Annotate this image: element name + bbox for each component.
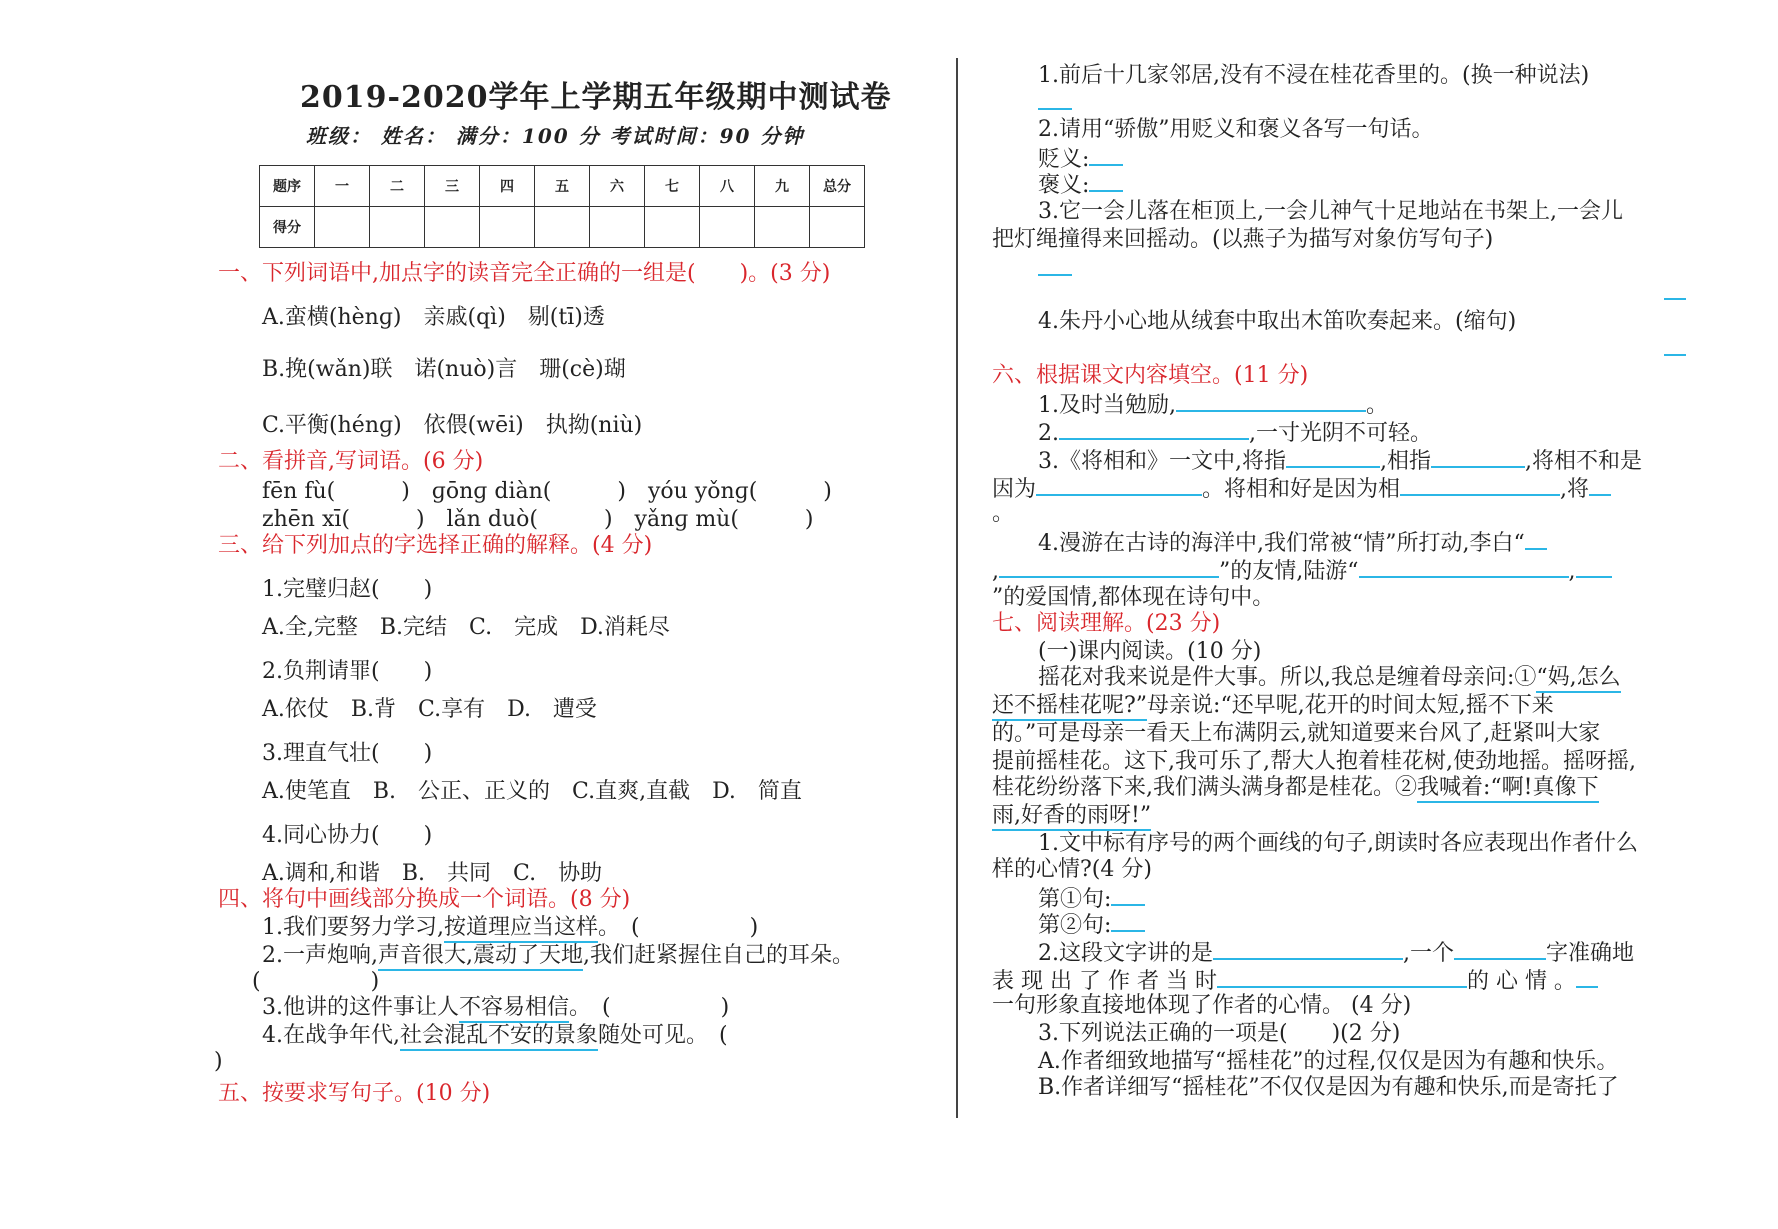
answer-blank[interactable] xyxy=(1576,966,1598,988)
s5-q2-commendatory xyxy=(1038,170,1123,200)
s1-option-b: B.挽(wǎn)联 诺(nuò)言 珊(cè)瑚 xyxy=(262,357,626,382)
s4-q2-underlined: 声音很大,震动了天地 xyxy=(378,943,583,971)
s4-q1-answer[interactable]: 。 ( ) xyxy=(598,915,759,940)
s4-q1 xyxy=(262,914,758,942)
s7-passage-line3: 的。”可是母亲一看天上布满阴云,就知道要来台风了,赶紧叫大家 xyxy=(992,721,1601,746)
passage-text: 摇花对我来说是件大事。所以,我总是缠着母亲问:① xyxy=(1038,665,1537,690)
answer-blank[interactable] xyxy=(1217,966,1467,988)
answer-blank[interactable] xyxy=(999,556,1219,578)
s3-q3-options: A.使笔直 B. 公正、正义的 C.直爽,直截 D. 简直 xyxy=(262,779,802,804)
section-2-heading: 二、看拼音,写词语。(6 分) xyxy=(218,449,484,474)
score-cell: 一 xyxy=(315,166,370,207)
s4-q4-text-end: 随处可见。 ( xyxy=(598,1023,728,1048)
s6-q4-line3: ”的爱国情,都体现在诗句中。 xyxy=(992,585,1275,610)
s4-q3-underlined: 不容易相信 xyxy=(459,995,569,1023)
s5-q3-answer[interactable] xyxy=(1038,254,1072,284)
s7-q2-text-d: 表 现 出 了 作 者 当 时 xyxy=(992,969,1217,994)
s6-q3-text-d: 因为 xyxy=(992,477,1037,502)
s4-q3 xyxy=(262,994,729,1022)
score-table-score-row xyxy=(260,207,865,248)
score-cell: 二 xyxy=(370,166,425,207)
s6-q2-num: 2. xyxy=(1038,421,1059,446)
s1-option-a: A.蛮横(hènɡ) 亲戚(qì) 剔(tī)透 xyxy=(262,305,605,330)
s6-q3-text-c: ,将相不和是 xyxy=(1524,449,1642,474)
s5-q2b-label: 褒义: xyxy=(1038,173,1090,198)
s7-subheading: (一)课内阅读。(10 分) xyxy=(1038,639,1262,664)
s4-q1-text: 1.我们要努力学习, xyxy=(262,915,444,940)
s1-option-c: C.平衡(hénɡ) 依偎(wēi) 执拗(niù) xyxy=(262,413,643,438)
s3-q2: 2.负荆请罪( ) xyxy=(262,659,433,684)
score-cell: 六 xyxy=(590,166,645,207)
score-input-cell[interactable] xyxy=(810,207,865,248)
s4-q1-underlined: 按道理应当这样 xyxy=(444,915,598,943)
s4-q3-answer[interactable]: 。 ( ) xyxy=(569,995,730,1020)
passage-underlined-1b: 还不摇桂花呢?” xyxy=(992,693,1147,721)
score-cell: 题序 xyxy=(260,166,315,207)
score-cell: 八 xyxy=(700,166,755,207)
answer-blank[interactable] xyxy=(1286,446,1380,468)
answer-blank[interactable] xyxy=(1576,556,1612,578)
s6-q1 xyxy=(1038,390,1388,420)
passage-text: 桂花纷纷落下来,我们满头满身都是桂花。② xyxy=(992,775,1417,800)
s7-q3: 3.下列说法正确的一项是( )(2 分) xyxy=(1038,1021,1401,1046)
s3-q1: 1.完璧归赵( ) xyxy=(262,577,433,602)
answer-blank[interactable] xyxy=(1176,390,1366,412)
answer-blank[interactable] xyxy=(1059,418,1249,440)
answer-blank[interactable] xyxy=(1454,938,1546,960)
s7-q3-option-a: A.作者细致地描写“摇桂花”的过程,仅仅是因为有趣和快乐。 xyxy=(1038,1049,1619,1074)
s4-q4-underlined: 社会混乱不安的景象 xyxy=(400,1023,598,1051)
s7-q1-answer-2 xyxy=(1038,910,1145,940)
score-input-cell[interactable] xyxy=(700,207,755,248)
score-input-cell[interactable] xyxy=(425,207,480,248)
score-table-header-row xyxy=(260,166,865,207)
score-cell: 四 xyxy=(480,166,535,207)
s7-q1-line1: 1.文中标有序号的两个画线的句子,朗读时各应表现出作者什么 xyxy=(1038,831,1638,856)
s7-passage-line1 xyxy=(1038,664,1621,692)
answer-blank[interactable] xyxy=(1359,556,1569,578)
answer-blank[interactable] xyxy=(1111,910,1145,932)
column-divider xyxy=(956,58,958,1118)
s6-q4-text-b: , xyxy=(992,559,999,584)
s7-q1c-label: 第①句: xyxy=(1038,887,1112,912)
s6-q3-line2 xyxy=(992,474,1611,504)
s4-q3-text: 3.他讲的这件事让人 xyxy=(262,995,459,1020)
s5-q1-answer[interactable] xyxy=(1038,88,1072,118)
s6-q4-text-a: 4.漫游在古诗的海洋中,我们常被“情”所打动,李白“ xyxy=(1038,531,1525,556)
s6-q2 xyxy=(1038,418,1432,448)
s4-q2-text: 2.一声炮响, xyxy=(262,943,378,968)
s2-row-1: fēn fù( ) ɡōnɡ diàn( ) yóu yǒnɡ( ) xyxy=(262,479,832,504)
s2-row-2: zhēn xī( ) lǎn duò( ) yǎnɡ mù( ) xyxy=(262,507,814,532)
s3-q4: 4.同心协力( ) xyxy=(262,823,433,848)
s5-q3-line1: 3.它一会儿落在柜顶上,一会儿神气十足地站在书架上,一会儿 xyxy=(1038,199,1623,224)
s5-q4-answer[interactable] xyxy=(1664,334,1686,364)
score-input-cell[interactable] xyxy=(370,207,425,248)
score-cell: 九 xyxy=(755,166,810,207)
s6-q3-line1 xyxy=(1038,446,1642,476)
s7-q2-text-e: 的 心 情 。 xyxy=(1466,969,1576,994)
s5-q3-answer-end[interactable] xyxy=(1664,278,1686,308)
score-cell: 得分 xyxy=(260,207,315,248)
section-4-heading: 四、将句中画线部分换成一个词语。(8 分) xyxy=(218,887,631,912)
answer-blank[interactable] xyxy=(1111,884,1145,906)
s3-q3: 3.理直气壮( ) xyxy=(262,741,433,766)
s6-q1-text: 1.及时当勉励, xyxy=(1038,393,1176,418)
answer-blank[interactable] xyxy=(1036,474,1202,496)
s4-q2-text-end: ,我们赶紧握住自己的耳朵。 xyxy=(582,943,854,968)
s7-passage-line5 xyxy=(992,774,1599,802)
exam-subtitle: 班级： 姓名： 满分：100 分 考试时间：90 分钟 xyxy=(306,124,805,148)
s7-q3-option-b: B.作者详细写“摇桂花”不仅仅是因为有趣和快乐,而是寄托了 xyxy=(1038,1075,1619,1100)
score-cell: 三 xyxy=(425,166,480,207)
s7-q1d-label: 第②句: xyxy=(1038,913,1112,938)
section-5-heading: 五、按要求写句子。(10 分) xyxy=(218,1081,491,1106)
score-input-cell[interactable] xyxy=(535,207,590,248)
s3-q1-options: A.全,完整 B.完结 C. 完成 D.消耗尽 xyxy=(262,615,670,640)
answer-blank[interactable] xyxy=(1525,528,1547,550)
score-cell: 总分 xyxy=(810,166,865,207)
s6-q3-end: 。 xyxy=(992,501,1015,526)
s6-q4-line2 xyxy=(992,556,1612,586)
score-input-cell[interactable] xyxy=(645,207,700,248)
section-6-heading: 六、根据课文内容填空。(11 分) xyxy=(992,363,1309,388)
s6-q3-text-f: ,将 xyxy=(1560,477,1590,502)
answer-blank[interactable] xyxy=(1400,474,1560,496)
s6-q4-text-d: , xyxy=(1568,559,1576,584)
s4-q2-answer[interactable]: ( ) xyxy=(252,969,380,994)
s7-q2-line3: 一句形象直接地体现了作者的心情。 (4 分) xyxy=(992,993,1412,1018)
s4-q4-answer[interactable]: ) xyxy=(214,1049,223,1074)
s3-q4-options: A.调和,和谐 B. 共同 C. 协助 xyxy=(262,861,603,886)
s3-q2-options: A.依仗 B.背 C.享有 D. 遭受 xyxy=(262,697,597,722)
score-cell: 七 xyxy=(645,166,700,207)
s7-q2-line1 xyxy=(1038,938,1634,968)
score-input-cell[interactable] xyxy=(480,207,535,248)
section-1-heading: 一、下列词语中,加点字的读音完全正确的一组是( )。(3 分) xyxy=(218,261,831,286)
section-3-heading: 三、给下列加点的字选择正确的解释。(4 分) xyxy=(218,533,653,558)
score-table xyxy=(259,165,865,248)
answer-blank[interactable] xyxy=(1431,446,1525,468)
s6-q3-text-e: 。将相和好是因为相 xyxy=(1202,477,1401,502)
score-input-cell[interactable] xyxy=(590,207,645,248)
s6-q3-text-a: 3.《将相和》一文中,将指 xyxy=(1038,449,1286,474)
s5-q1: 1.前后十几家邻居,没有不浸在桂花香里的。(换一种说法) xyxy=(1038,63,1590,88)
answer-blank[interactable] xyxy=(1664,334,1686,356)
section-7-heading: 七、阅读理解。(23 分) xyxy=(992,611,1221,636)
exam-title: 2019-2020学年上学期五年级期中测试卷 xyxy=(300,80,892,115)
answer-blank[interactable] xyxy=(1089,144,1123,166)
s7-passage-line2 xyxy=(992,692,1554,720)
s5-q2a-label: 贬义: xyxy=(1038,147,1090,172)
answer-blank[interactable] xyxy=(1089,170,1123,192)
s7-q1-line2: 样的心情?(4 分) xyxy=(992,857,1152,882)
s5-q4: 4.朱丹小心地从绒套中取出木笛吹奏起来。(缩句) xyxy=(1038,309,1517,334)
s7-passage-line4: 提前摇桂花。这下,我可乐了,帮大人抱着桂花树,使劲地摇。摇呀摇, xyxy=(992,749,1636,774)
answer-blank[interactable] xyxy=(1213,938,1403,960)
s5-q2: 2.请用“骄傲”用贬义和褒义各写一句话。 xyxy=(1038,117,1434,142)
s7-q2-text-b: ,一个 xyxy=(1403,941,1454,966)
answer-blank[interactable] xyxy=(1664,278,1686,300)
s6-q4-line1 xyxy=(1038,528,1547,558)
s6-q2-text: ,一寸光阴不可轻。 xyxy=(1249,421,1432,446)
passage-underlined-1: “妈,怎么 xyxy=(1536,665,1620,693)
s7-passage-line6 xyxy=(992,802,1151,830)
s6-q1-end: 。 xyxy=(1365,393,1388,418)
answer-blank[interactable] xyxy=(1038,254,1072,276)
s7-q2-text-a: 2.这段文字讲的是 xyxy=(1038,941,1213,966)
score-input-cell[interactable] xyxy=(755,207,810,248)
score-cell: 五 xyxy=(535,166,590,207)
s4-q4 xyxy=(262,1022,728,1050)
s4-q2 xyxy=(262,942,854,970)
s6-q3-text-b: ,相指 xyxy=(1379,449,1431,474)
score-input-cell[interactable] xyxy=(315,207,370,248)
s4-q4-text: 4.在战争年代, xyxy=(262,1023,400,1048)
passage-text: 母亲说:“还早呢,花开的时间太短,摇不下来 xyxy=(1147,693,1554,718)
s5-q3-line2: 把灯绳撞得来回摇动。(以燕子为描写对象仿写句子) xyxy=(992,227,1494,252)
passage-underlined-2b: 雨,好香的雨呀!” xyxy=(992,803,1151,831)
s7-q2-text-c: 字准确地 xyxy=(1546,941,1635,966)
answer-blank[interactable] xyxy=(1038,88,1072,110)
passage-underlined-2: 我喊着:“啊!真像下 xyxy=(1417,775,1599,803)
s6-q4-text-c: ”的友情,陆游“ xyxy=(1219,559,1359,584)
answer-blank[interactable] xyxy=(1589,474,1611,496)
